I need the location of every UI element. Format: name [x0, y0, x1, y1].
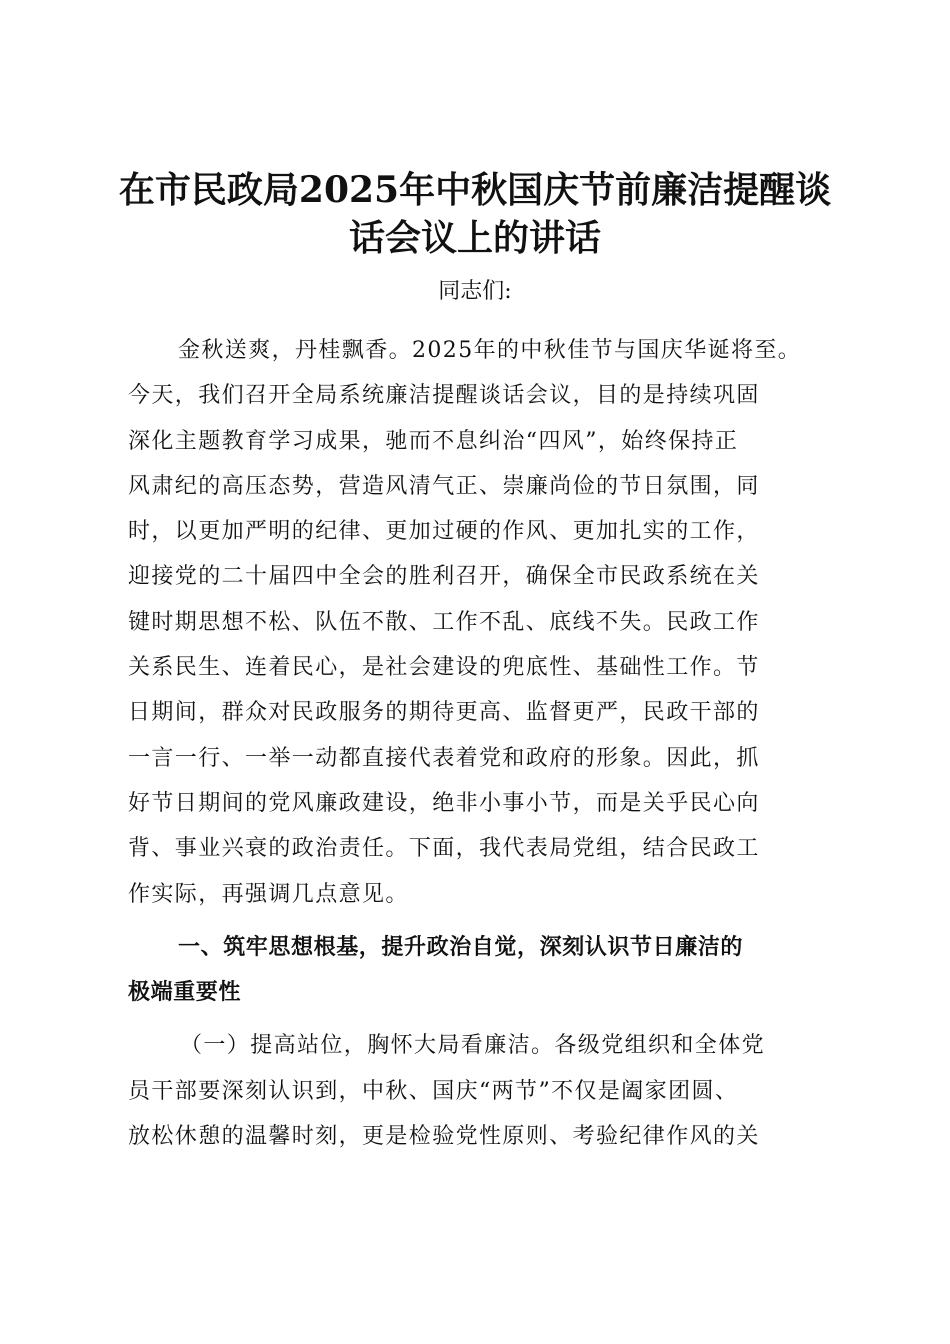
subsection-paragraph-1 [128, 1023, 838, 1159]
document-body [128, 328, 838, 1159]
intro-line: 背、事业兴衰的政治责任。下面，我代表局党组，结合民政工 [128, 836, 760, 862]
intro-line: 好节日期间的党风廉政建设，绝非小事小节，而是关乎民心向 [128, 790, 760, 816]
subsection-line: 员干部要深刻认识到，中秋、国庆“两节”不仅是阖家团圆、 [128, 1078, 739, 1104]
title-line-2: 话会议上的讲话 [348, 217, 601, 259]
intro-line: 风肃纪的高压态势，营造风清气正、崇廉尚俭的节日氛围，同 [128, 473, 760, 499]
section-heading-1 [128, 925, 838, 1016]
intro-line: 深化主题教育学习成果，驰而不息纠治“四风”，始终保持正 [128, 428, 739, 454]
intro-line: 迎接党的二十届四中全会的胜利召开，确保全市民政系统在关 [128, 564, 760, 590]
subsection-line: （一）提高站位，胸怀大局看廉洁。各级党组织和全体党 [180, 1033, 766, 1059]
intro-line: 金秋送爽，丹桂飘香。2025年的中秋佳节与国庆华诞将至。 [178, 338, 802, 363]
intro-line: 键时期思想不松、队伍不散、工作不乱、底线不失。民政工作 [128, 609, 760, 635]
document-title [110, 166, 840, 262]
intro-paragraph [128, 328, 838, 917]
intro-line: 一言一行、一举一动都直接代表着党和政府的形象。因此，抓 [128, 745, 760, 771]
title-line-1: 在市民政局2025年中秋国庆节前廉洁提醒谈 [118, 169, 832, 211]
intro-line: 日期间，群众对民政服务的期待更高、监督更严，民政干部的 [128, 700, 760, 726]
subsection-line: 放松休憩的温馨时刻，更是检验党性原则、考验纪律作风的关 [128, 1124, 760, 1150]
section-heading-line: 一、筑牢思想根基，提升政治自觉，深刻认识节日廉洁的 [178, 934, 744, 960]
intro-line: 时，以更加严明的纪律、更加过硬的作风、更加扎实的工作， [128, 519, 760, 545]
section-heading-line: 极端重要性 [128, 980, 242, 1006]
intro-line: 关系民生、连着民心，是社会建设的兜底性、基础性工作。节 [128, 655, 760, 681]
intro-line: 今天，我们召开全局系统廉洁提醒谈话会议，目的是持续巩固 [128, 383, 760, 409]
intro-line: 作实际，再强调几点意见。 [128, 881, 409, 907]
salutation: 同志们: [438, 279, 512, 304]
